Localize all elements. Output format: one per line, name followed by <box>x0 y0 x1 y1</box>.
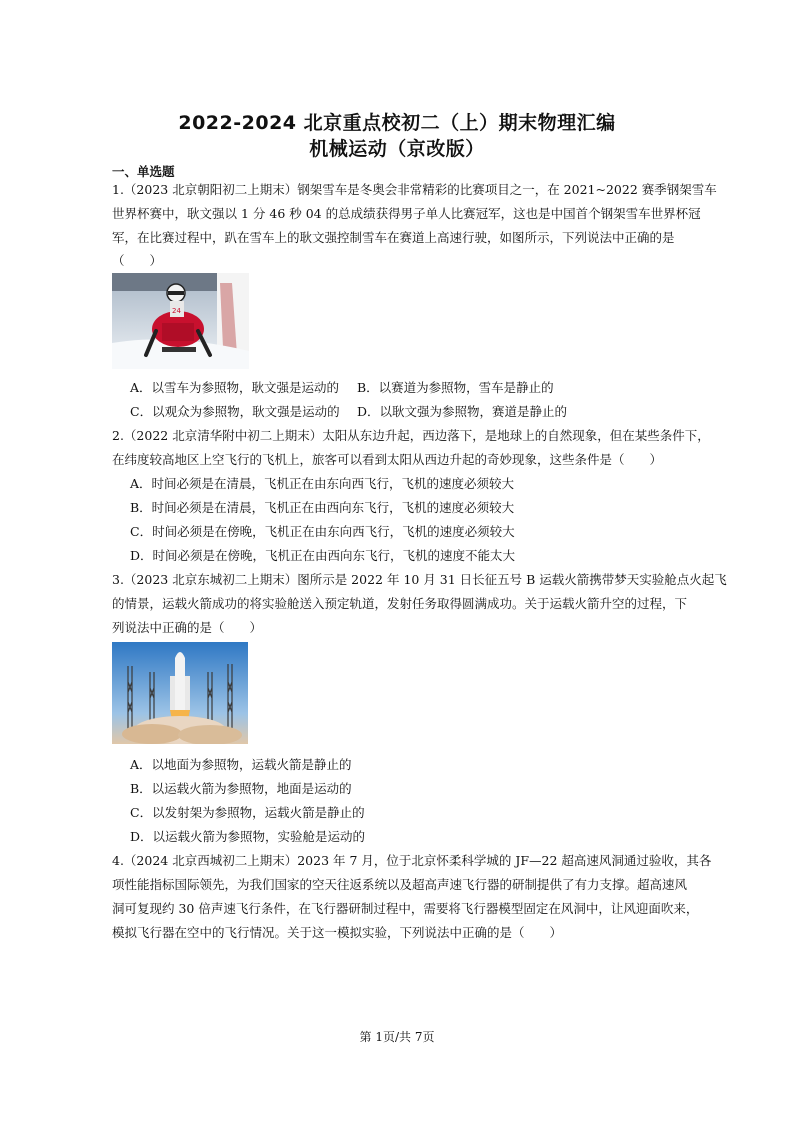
q2-text-line: 在纬度较高地区上空飞行的飞机上，旅客可以看到太阳从西边升起的奇妙现象，这些条件是（ ） <box>112 452 663 467</box>
q4-text-line: 洞可复现约 30 倍声速飞行条件，在飞行器研制过程中，需要将飞行器模型固定在风洞中，让风迎面吹来， <box>112 901 699 916</box>
q1-text-line: 军，在比赛过程中，趴在雪车上的耿文强控制雪车在赛道上高速行驶，如图所示，下列说法中正确的是 <box>112 230 675 245</box>
q1-text-line: 1.（2023 北京朝阳初二上期末）钢架雪车是冬奥会非常精彩的比赛项目之一，在 2021~2022 赛季钢架雪车 <box>112 182 717 197</box>
q3-option-c: C．以发射架为参照物，运载火箭是静止的 <box>130 805 365 820</box>
q3-text-line: 列说法中正确的是（ ） <box>112 620 263 635</box>
q4-text-line: 项性能指标国际领先，为我们国家的空天往返系统以及超高声速飞行器的研制提供了有力支撑。超高速风 <box>112 877 688 892</box>
q3-text-line: 的情景，运载火箭成功的将实验舱送入预定轨道，发射任务取得圆满成功。关于运载火箭升空的过程，下 <box>112 596 688 611</box>
q1-text-line: 世界杯赛中，耿文强以 1 分 46 秒 04 的总成绩获得男子单人比赛冠军，这也是中国首个钢架雪车世界杯冠 <box>112 206 701 221</box>
q2-text-line: 2.（2022 北京清华附中初二上期末）太阳从东边升起，西边落下，是地球上的自然现象，但在某些条件下， <box>112 428 710 443</box>
q3-option-b: B．以运载火箭为参照物，地面是运动的 <box>130 781 352 796</box>
document-subtitle: 机械运动（京改版） <box>309 138 485 160</box>
section-heading: 一、单选题 <box>112 164 175 179</box>
q3-option-a: A．以地面为参照物，运载火箭是静止的 <box>130 757 352 772</box>
skeleton-sled-photo <box>112 273 249 369</box>
q2-option-b: B．时间必须是在清晨，飞机正在由西向东飞行，飞机的速度必须较大 <box>130 500 515 515</box>
q3-text-line: 3.（2023 北京东城初二上期末）图所示是 2022 年 10 月 31 日长征五号 B 运载火箭携带梦天实验舱点火起飞 <box>112 572 727 587</box>
q1-option-b: B．以赛道为参照物，雪车是静止的 <box>357 380 554 395</box>
svg-text:24: 24 <box>172 307 181 315</box>
document-title: 2022-2024 北京重点校初二（上）期末物理汇编 <box>178 112 616 134</box>
rocket-launch-photo <box>112 642 248 744</box>
q4-text-line: 模拟飞行器在空中的飞行情况。关于这一模拟实验，下列说法中正确的是（ ） <box>112 925 563 940</box>
page-footer: 第 1页/共 7页 <box>359 1030 435 1044</box>
q2-option-a: A．时间必须是在清晨，飞机正在由东向西飞行，飞机的速度必须较大 <box>130 476 515 491</box>
q2-option-d: D．时间必须是在傍晚，飞机正在由西向东飞行，飞机的速度不能太大 <box>130 548 516 563</box>
q1-option-d: D．以耿文强为参照物，赛道是静止的 <box>357 404 568 419</box>
q3-option-d: D．以运载火箭为参照物，实验舱是运动的 <box>130 829 366 844</box>
q4-text-line: 4.（2024 北京西城初二上期末）2023 年 7 月，位于北京怀柔科学城的 JF—22 超高速风洞通过验收，其各 <box>112 853 712 868</box>
q1-option-a: A．以雪车为参照物，耿文强是运动的 <box>130 380 340 395</box>
q1-text-line: （ ） <box>112 253 163 268</box>
q1-option-c: C．以观众为参照物，耿文强是运动的 <box>130 404 340 419</box>
q2-option-c: C．时间必须是在傍晚，飞机正在由东向西飞行，飞机的速度必须较大 <box>130 524 515 539</box>
